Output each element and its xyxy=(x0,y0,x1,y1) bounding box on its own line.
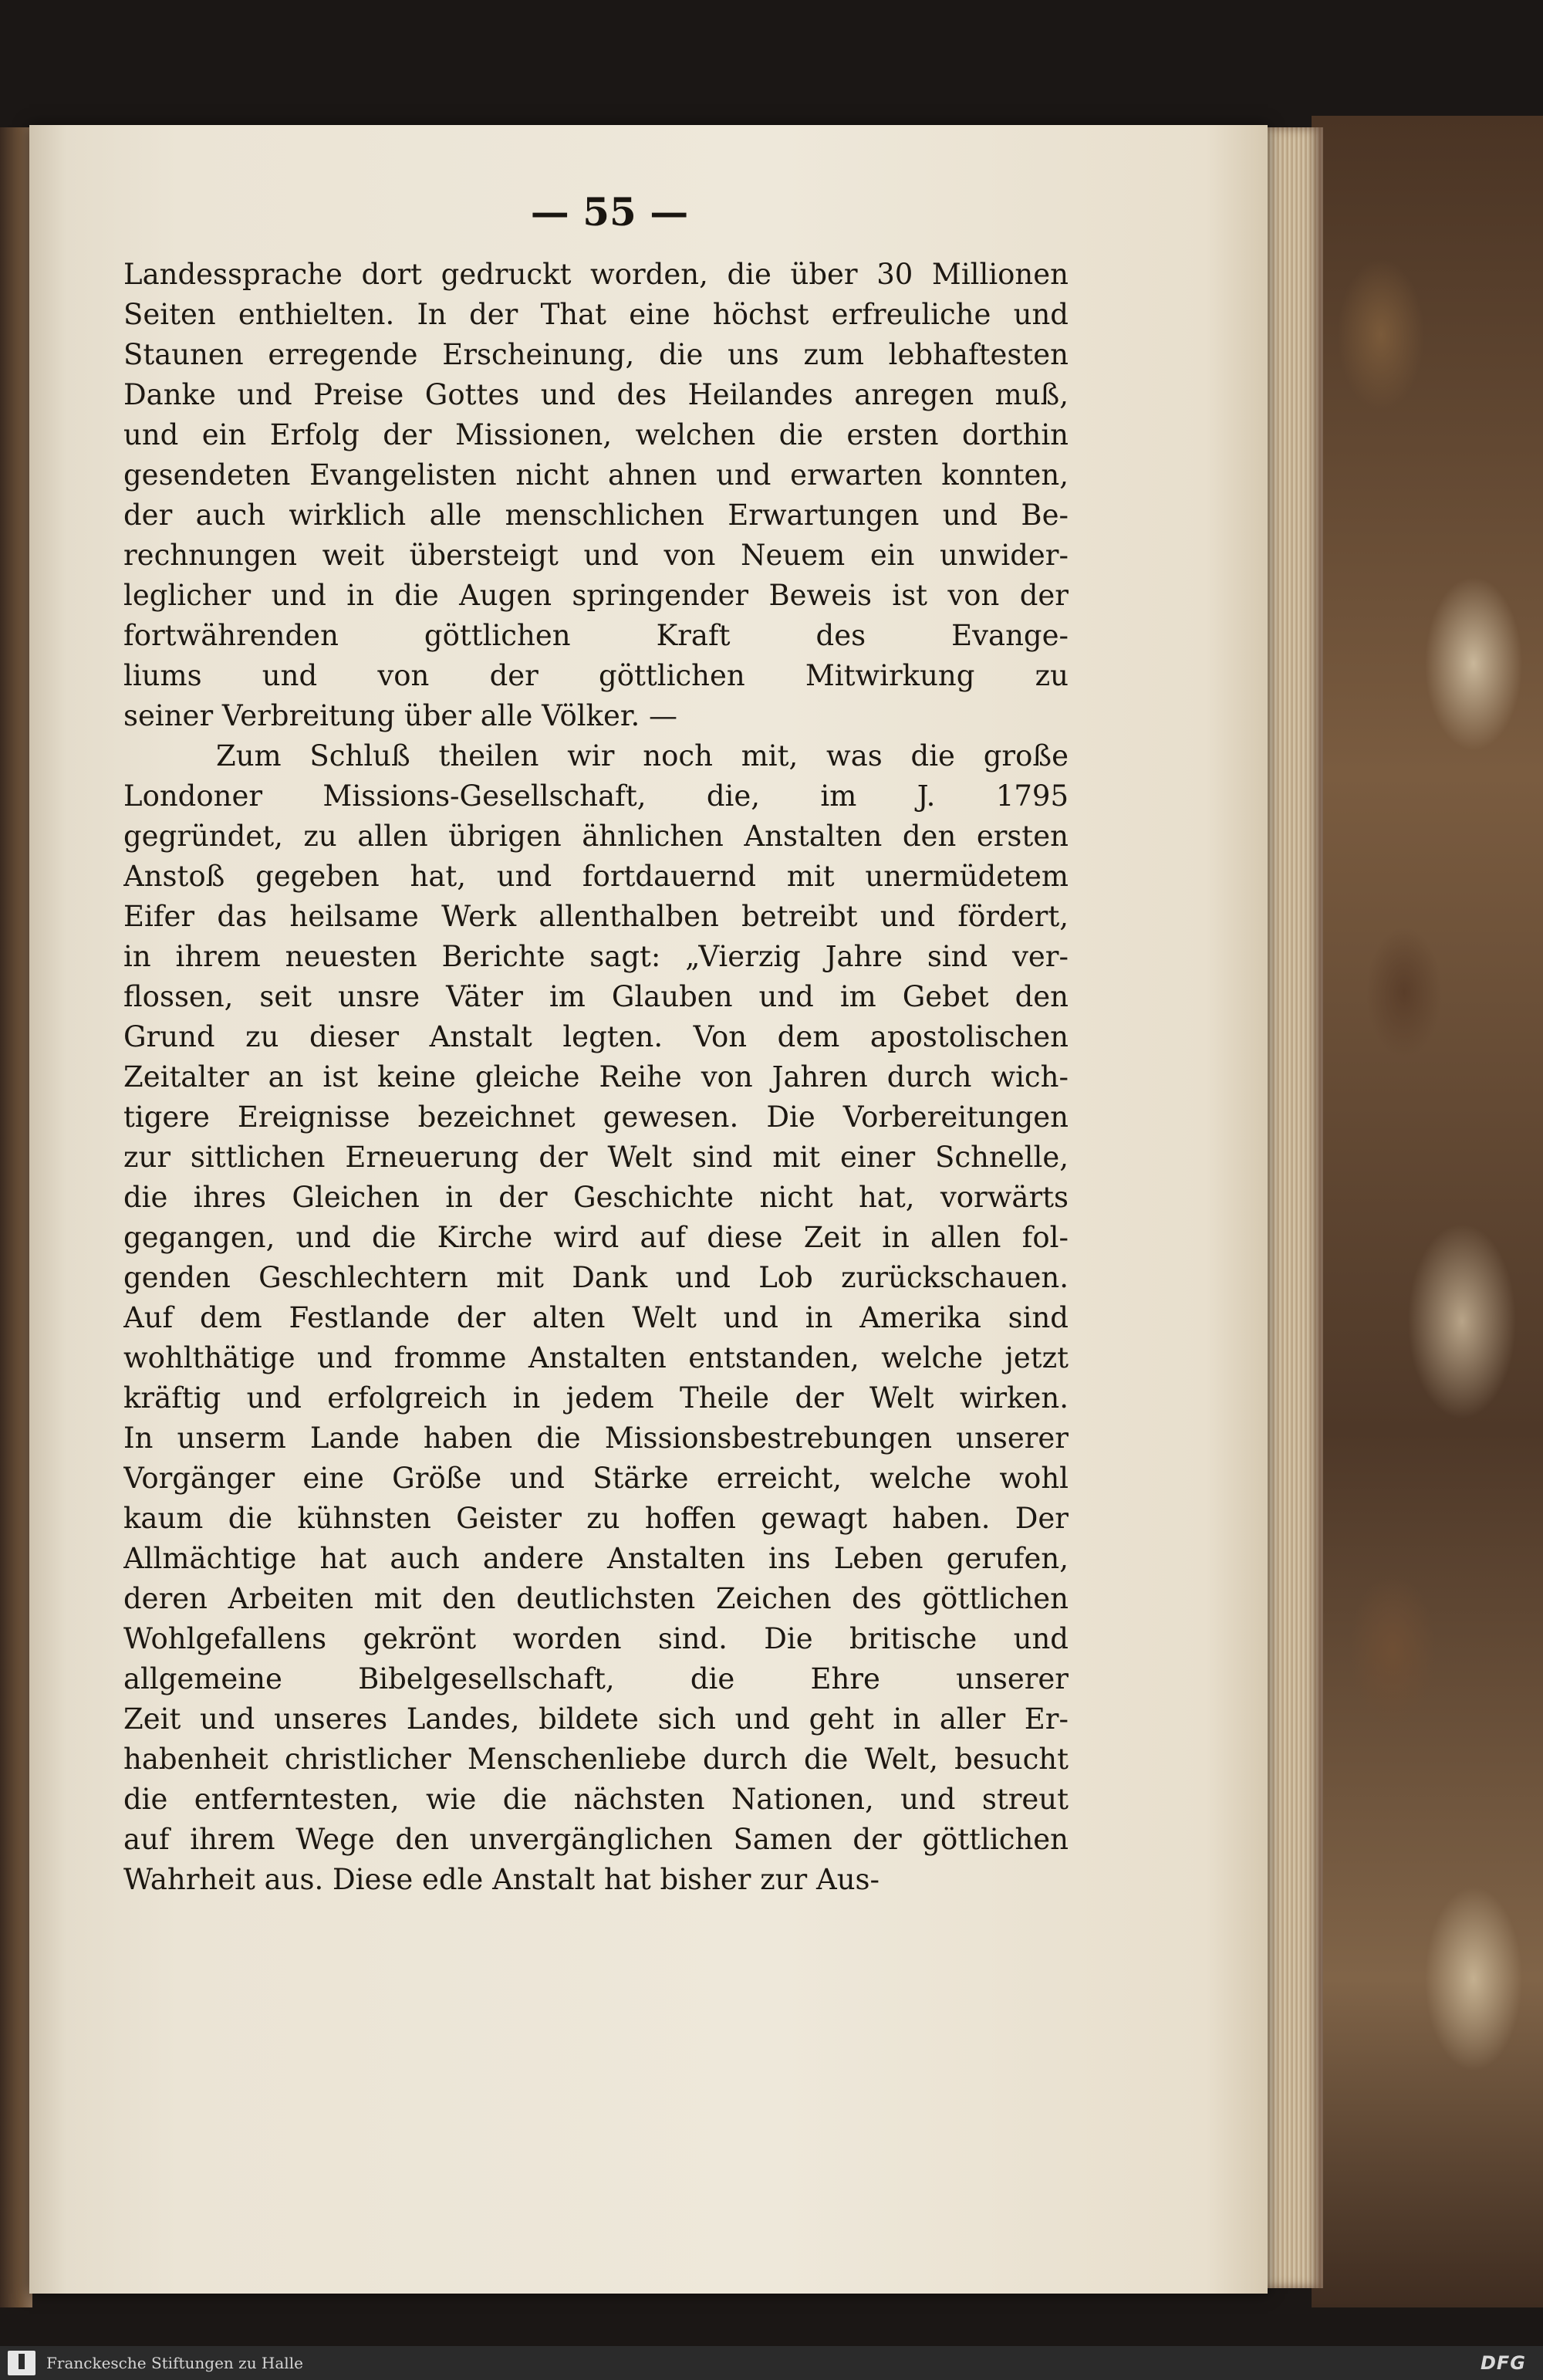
text-line: allgemeine Bibelgesellschaft, die Ehre unserer xyxy=(123,1662,1069,1695)
footer-institution: Franckesche Stiftungen zu Halle xyxy=(46,2354,303,2372)
text-line: Staunen erregende Erscheinung, die uns zum lebhaftesten xyxy=(123,338,1069,371)
text-line: seiner Verbreitung über alle Völker. — xyxy=(123,699,678,732)
text-line: Landessprache dort gedruckt worden, die über 30 Millionen xyxy=(123,258,1069,291)
text-line: gegangen, und die Kirche wird auf diese Zeit in allen fol- xyxy=(123,1221,1069,1254)
text-line: Londoner Missions-Gesellschaft, die, im J. 1795 xyxy=(123,779,1069,813)
franckesche-stiftungen-logo-icon xyxy=(8,2351,35,2375)
text-line: Danke und Preise Gottes und des Heilandes anregen muß, xyxy=(123,378,1069,411)
text-line: Auf dem Festlande der alten Welt und in Amerika sind xyxy=(123,1301,1069,1334)
text-line: Seiten enthielten. In der That eine höchst erfreuliche und xyxy=(123,298,1069,331)
text-line: zur sittlichen Erneuerung der Welt sind mit einer Schnelle, xyxy=(123,1141,1069,1174)
page-number: — 55 — xyxy=(530,189,689,235)
text-line: Vorgänger eine Größe und Stärke erreicht, welche wohl xyxy=(123,1462,1069,1495)
text-line: wohlthätige und fromme Anstalten entstanden, welche jetzt xyxy=(123,1341,1069,1374)
text-line: Zum Schluß theilen wir noch mit, was die große xyxy=(216,739,1069,772)
text-line: Eifer das heilsame Werk allenthalben betreibt und fördert, xyxy=(123,900,1069,933)
text-line: Zeit und unseres Landes, bildete sich und geht in aller Er- xyxy=(123,1702,1069,1736)
text-line: habenheit christlicher Menschenliebe durch die Welt, besucht xyxy=(123,1743,1069,1776)
text-line: Allmächtige hat auch andere Anstalten ins Leben gerufen, xyxy=(123,1542,1069,1575)
text-line: Zeitalter an ist keine gleiche Reihe von Jahren durch wich- xyxy=(123,1060,1069,1094)
text-line: auf ihrem Wege den unvergänglichen Samen der göttlichen xyxy=(123,1823,1069,1856)
text-line: kaum die kühnsten Geister zu hoffen gewagt haben. Der xyxy=(123,1502,1069,1535)
text-line: deren Arbeiten mit den deutlichsten Zeichen des göttlichen xyxy=(123,1582,1069,1615)
text-line: genden Geschlechtern mit Dank und Lob zurückschauen. xyxy=(123,1261,1069,1294)
left-book-cover xyxy=(0,127,32,2307)
text-line: Wohlgefallens gekrönt worden sind. Die britische und xyxy=(123,1622,1069,1655)
text-line: die entferntesten, wie die nächsten Nationen, und streut xyxy=(123,1783,1069,1816)
page-edges xyxy=(1261,127,1323,2288)
text-line: Anstoß gegeben hat, und fortdauernd mit unermüdetem xyxy=(123,860,1069,893)
text-line: tigere Ereignisse bezeichnet gewesen. Die Vorbereitungen xyxy=(123,1100,1069,1134)
text-line: liums und von der göttlichen Mitwirkung zu xyxy=(123,659,1069,692)
text-line: In unserm Lande haben die Missionsbestrebungen unserer xyxy=(123,1422,1069,1455)
text-line: gegründet, zu allen übrigen ähnlichen Anstalten den ersten xyxy=(123,820,1069,853)
text-line: Wahrheit aus. Diese edle Anstalt hat bisher zur Aus- xyxy=(123,1863,880,1896)
text-line: die ihres Gleichen in der Geschichte nicht hat, vorwärts xyxy=(123,1181,1069,1214)
text-line: der auch wirklich alle menschlichen Erwartungen und Be- xyxy=(123,499,1069,532)
text-line: in ihrem neuesten Berichte sagt: „Vierzig Jahre sind ver- xyxy=(123,940,1069,973)
text-line: kräftig und erfolgreich in jedem Theile der Welt wirken. xyxy=(123,1381,1069,1415)
text-line: und ein Erfolg der Missionen, welchen die ersten dorthin xyxy=(123,418,1069,451)
text-line: fortwährenden göttlichen Kraft des Evange- xyxy=(123,619,1069,652)
text-line: flossen, seit unsre Väter im Glauben und im Gebet den xyxy=(123,980,1069,1013)
text-line: Grund zu dieser Anstalt legten. Von dem apostolischen xyxy=(123,1020,1069,1053)
text-line: leglicher und in die Augen springender Beweis ist von der xyxy=(123,579,1069,612)
page-text xyxy=(123,255,1069,1900)
text-line: rechnungen weit übersteigt und von Neuem ein unwider- xyxy=(123,539,1069,572)
text-line: gesendeten Evangelisten nicht ahnen und erwarten konnten, xyxy=(123,458,1069,492)
dfg-logo: DFG xyxy=(1480,2352,1526,2374)
marbled-back-cover xyxy=(1312,116,1543,2307)
